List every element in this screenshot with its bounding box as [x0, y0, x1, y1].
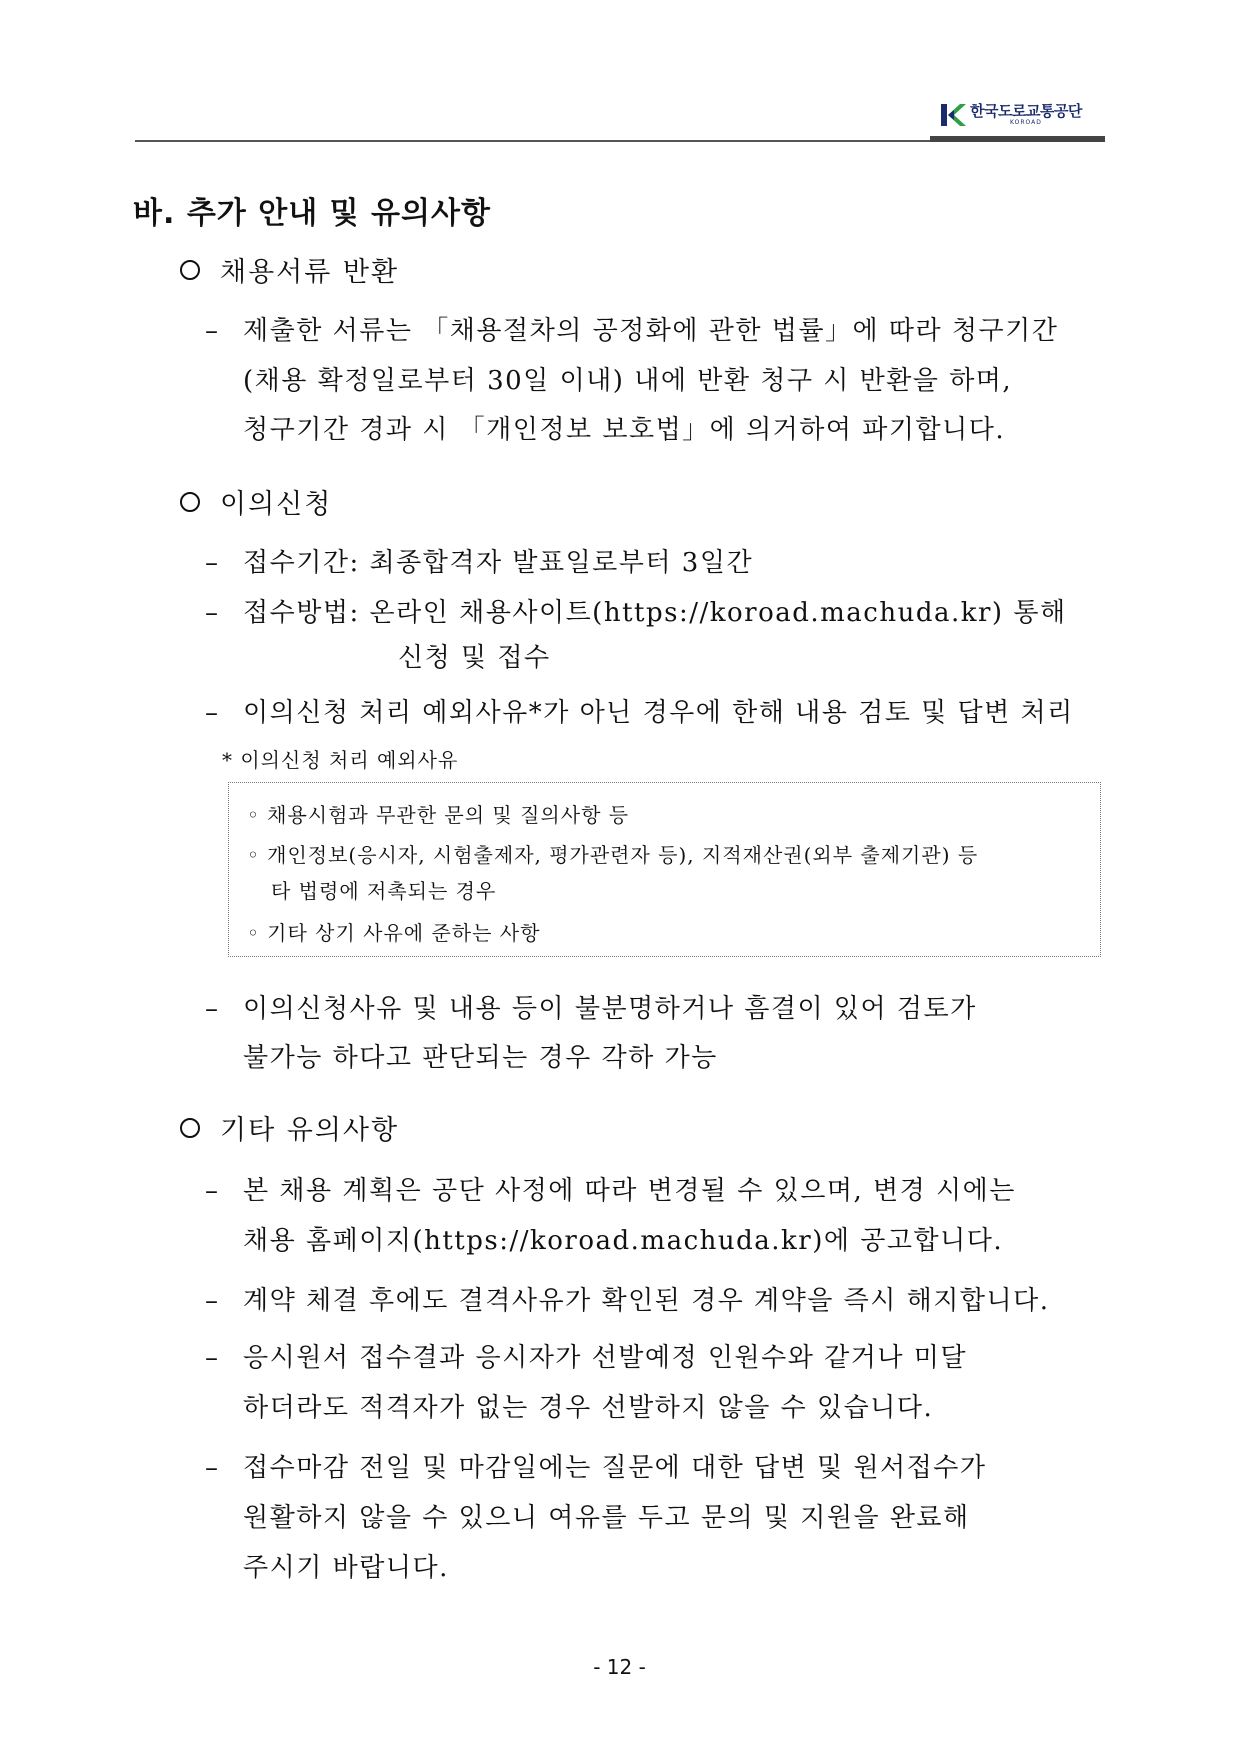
item-continuation: 청구기간 경과 시 「개인정보 보호법」에 의거하여 파기합니다.	[243, 415, 1006, 445]
company-logo	[940, 100, 1082, 130]
dash-bullet: –	[205, 1453, 220, 1483]
dash-bullet: –	[205, 316, 220, 346]
heading-label: 채용서류 반환	[220, 257, 400, 288]
item-text: 접수마감 전일 및 마감일에는 질문에 대한 답변 및 원서접수가	[243, 1453, 987, 1483]
item-continuation: 채용 홈페이지(https://koroad.machuda.kr)에 공고합니다.	[243, 1226, 1004, 1256]
header-divider-accent	[930, 136, 1105, 142]
item-continuation: 원활하지 않을 수 있으니 여유를 두고 문의 및 지원을 완료해	[243, 1503, 970, 1533]
footnote-title: * 이의신청 처리 예외사유	[222, 748, 459, 772]
box-line: 타 법령에 저촉되는 경우	[271, 879, 497, 903]
list-item	[205, 988, 977, 1025]
item-text: 접수기간: 최종합격자 발표일로부터 3일간	[243, 548, 754, 578]
box-line: ◦ 기타 상기 사유에 준하는 사항	[247, 921, 541, 945]
exception-box	[228, 782, 1101, 957]
item-text: 본 채용 계획은 공단 사정에 따라 변경될 수 있으며, 변경 시에는	[243, 1176, 1016, 1206]
dash-bullet: –	[205, 548, 220, 578]
list-item	[205, 1280, 1050, 1317]
page-number: - 12 -	[593, 1655, 646, 1679]
list-item	[205, 310, 1058, 347]
list-item	[205, 1337, 967, 1374]
list-item	[205, 592, 1067, 629]
logo-text-english: KOROAD	[1010, 119, 1042, 126]
dash-bullet: –	[205, 1343, 220, 1373]
dash-bullet: –	[205, 598, 220, 628]
circle-bullet-icon	[180, 492, 200, 512]
dash-bullet: –	[205, 994, 220, 1024]
circle-bullet-icon	[180, 260, 200, 280]
section-title: 바. 추가 안내 및 유의사항	[133, 196, 491, 231]
item-continuation: 불가능 하다고 판단되는 경우 각하 가능	[243, 1043, 718, 1073]
item-continuation: 신청 및 접수	[398, 643, 551, 673]
koroad-logo-icon	[940, 102, 966, 128]
circle-bullet-icon	[180, 1118, 200, 1138]
list-item	[205, 1170, 1016, 1207]
item-text: 이의신청 처리 예외사유*가 아닌 경우에 한해 내용 검토 및 답변 처리	[243, 698, 1074, 728]
heading-label: 기타 유의사항	[220, 1115, 400, 1146]
item-text: 이의신청사유 및 내용 등이 불분명하거나 흠결이 있어 검토가	[243, 994, 977, 1024]
dash-bullet: –	[205, 1286, 220, 1316]
item-continuation: (채용 확정일로부터 30일 이내) 내에 반환 청구 시 반환을 하며,	[243, 366, 1013, 396]
list-item	[205, 1447, 987, 1484]
item-text: 응시원서 접수결과 응시자가 선발예정 인원수와 같거나 미달	[243, 1343, 967, 1373]
box-line: ◦ 채용시험과 무관한 문의 및 질의사항 등	[247, 803, 630, 827]
heading-label: 이의신청	[220, 489, 333, 520]
item-continuation: 주시기 바랍니다.	[243, 1553, 449, 1583]
heading-objection	[180, 482, 332, 521]
dash-bullet: –	[205, 698, 220, 728]
item-text: 접수방법: 온라인 채용사이트(https://koroad.machuda.kr) 통해	[243, 598, 1067, 628]
list-item	[205, 542, 753, 579]
dash-bullet: –	[205, 1176, 220, 1206]
logo-text-korean: 한국도로교통공단	[970, 102, 1082, 120]
item-text: 계약 체결 후에도 결격사유가 확인된 경우 계약을 즉시 해지합니다.	[243, 1286, 1050, 1316]
heading-document-return	[180, 250, 399, 289]
list-item	[205, 692, 1074, 729]
box-line: ◦ 개인정보(응시자, 시험출제자, 평가관련자 등), 지적재산권(외부 출제기관) 등	[247, 843, 979, 867]
heading-other-notes	[180, 1108, 399, 1147]
item-text: 제출한 서류는 「채용절차의 공정화에 관한 법률」에 따라 청구기간	[243, 316, 1059, 346]
item-continuation: 하더라도 적격자가 없는 경우 선발하지 않을 수 있습니다.	[243, 1393, 934, 1423]
